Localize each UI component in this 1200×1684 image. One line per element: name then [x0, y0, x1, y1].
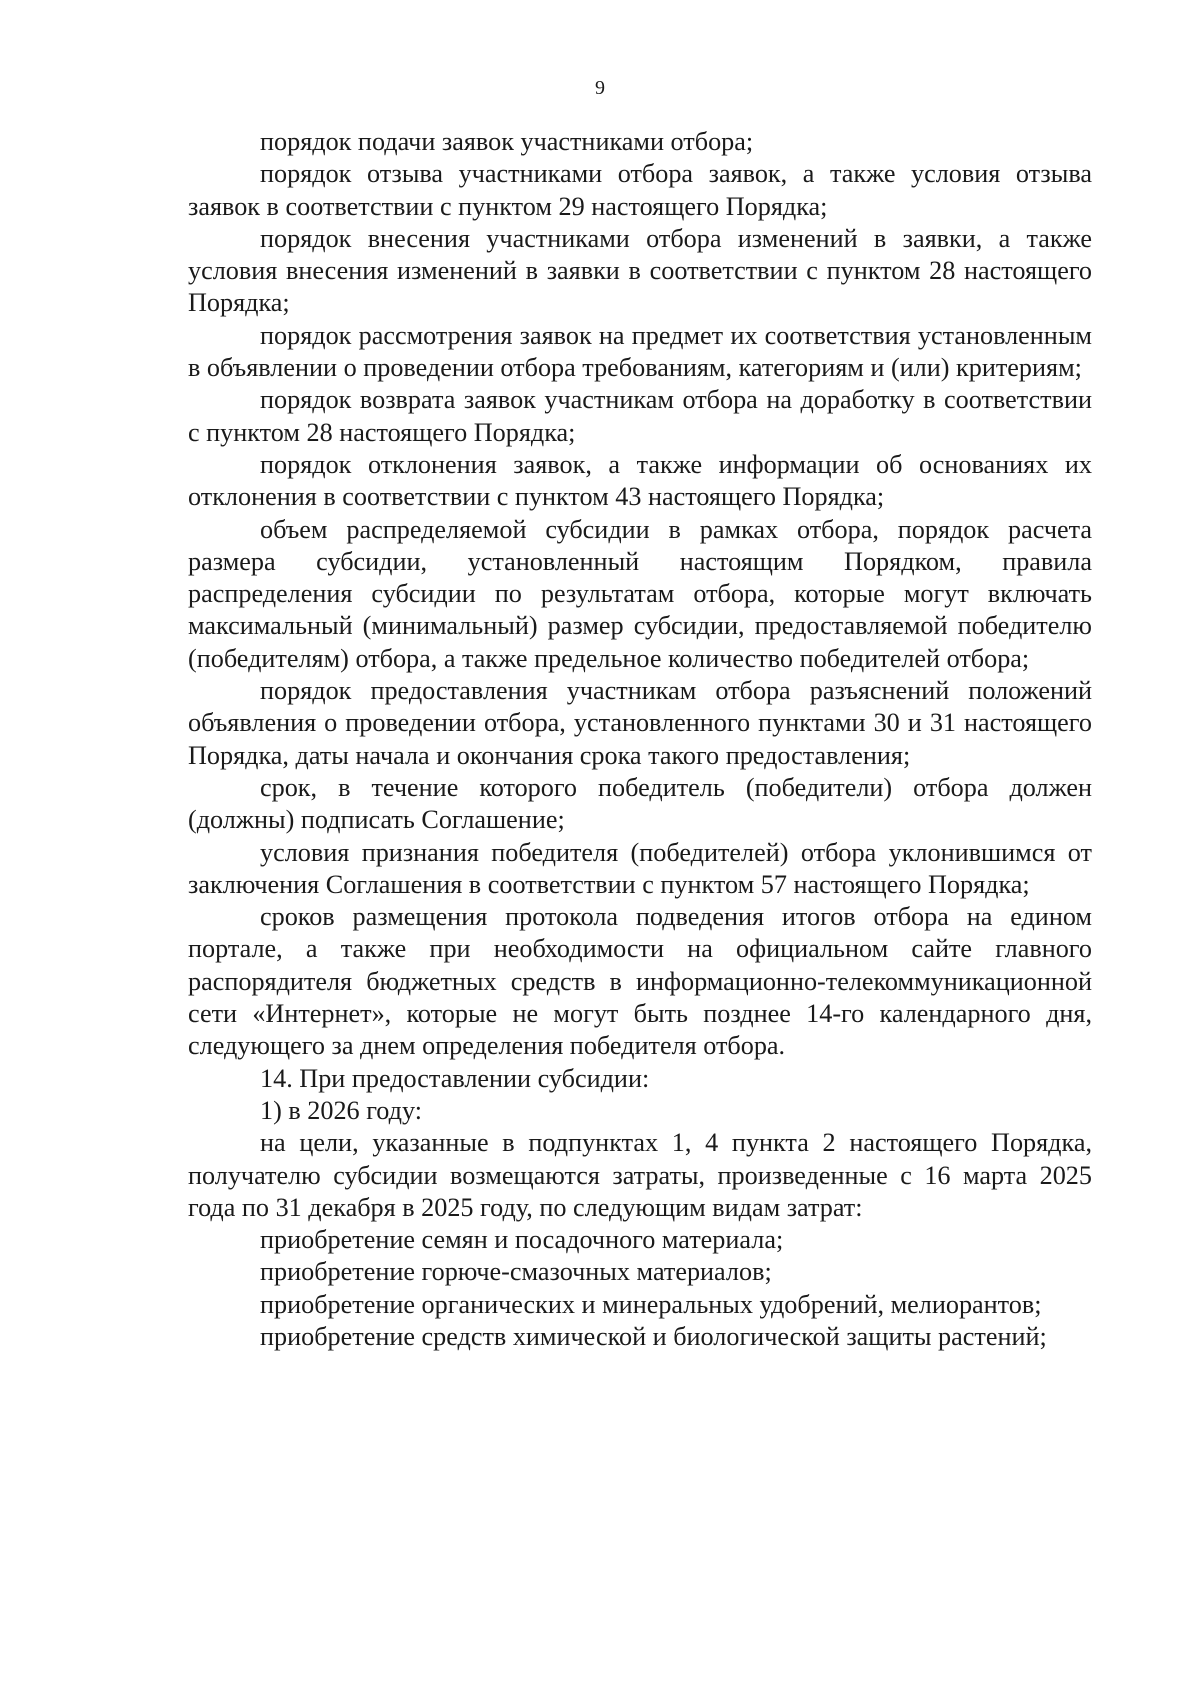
paragraph: порядок предоставления участникам отбора разъяснений положений объявления о проведении отбора, установленного пунктами 30 и 31 настоящего Порядка, даты начала и окончания срока такого предоставления;	[188, 676, 1092, 770]
document-body	[188, 126, 1092, 1353]
paragraph: порядок внесения участниками отбора изменений в заявки, а также условия внесения изменений в заявки в соответствии с пунктом 28 настоящего Порядка;	[188, 223, 1092, 318]
paragraph: порядок возврата заявок участникам отбора на доработку в соответствии с пунктом 28 настоящего Порядка;	[188, 385, 1092, 447]
paragraph: 1) в 2026 году:	[260, 1095, 422, 1125]
paragraph: объем распределяемой субсидии в рамках отбора, порядок расчета размера субсидии, установленный настоящим Порядком, правила распределения субсидии по результатам отбора, которые могут включать максимальный (минимальный) размер субсидии, предоставляемой победителю (победителям) отбора, а также предельное количество победителей отбора;	[188, 514, 1092, 673]
paragraph: сроков размещения протокола подведения итогов отбора на едином портале, а также при необходимости на официальном сайте главного распорядителя бюджетных средств в информационно-телекоммуникационной сети «Интернет», которые не могут быть позднее 14-го календарного дня, следующего за днем определения победителя отбора.	[188, 902, 1092, 1061]
paragraph: приобретение средств химической и биологической защиты растений;	[260, 1321, 1047, 1351]
paragraph: порядок рассмотрения заявок на предмет их соответствия установленным в объявлении о проведении отбора требованиям, категориям и (или) критериям;	[188, 320, 1092, 383]
paragraph: приобретение семян и посадочного материала;	[260, 1225, 784, 1255]
paragraph: условия признания победителя (победителей) отбора уклонившимся от заключения Соглашения в соответствии с пунктом 57 настоящего Порядка;	[188, 837, 1092, 899]
paragraph: срок, в течение которого победитель (победители) отбора должен (должны) подписать Соглашение;	[188, 772, 1092, 835]
paragraph: порядок отклонения заявок, а также информации об основаниях их отклонения в соответствии с пунктом 43 настоящего Порядка;	[188, 449, 1092, 512]
paragraph: приобретение горюче-смазочных материалов;	[260, 1257, 772, 1287]
paragraph: порядок отзыва участниками отбора заявок, а также условия отзыва заявок в соответствии с пунктом 29 настоящего Порядка;	[188, 159, 1092, 221]
paragraph: приобретение органических и минеральных удобрений, мелиорантов;	[260, 1289, 1042, 1319]
paragraph: на цели, указанные в подпунктах 1, 4 пункта 2 настоящего Порядка, получателю субсидии возмещаются затраты, произведенные с 16 марта 2025 года по 31 декабря в 2025 году, по следующим видам затрат:	[188, 1128, 1092, 1222]
paragraph: порядок подачи заявок участниками отбора;	[260, 127, 754, 156]
page-number: 9	[595, 77, 605, 99]
paragraph: 14. При предоставлении субсидии:	[260, 1063, 650, 1093]
